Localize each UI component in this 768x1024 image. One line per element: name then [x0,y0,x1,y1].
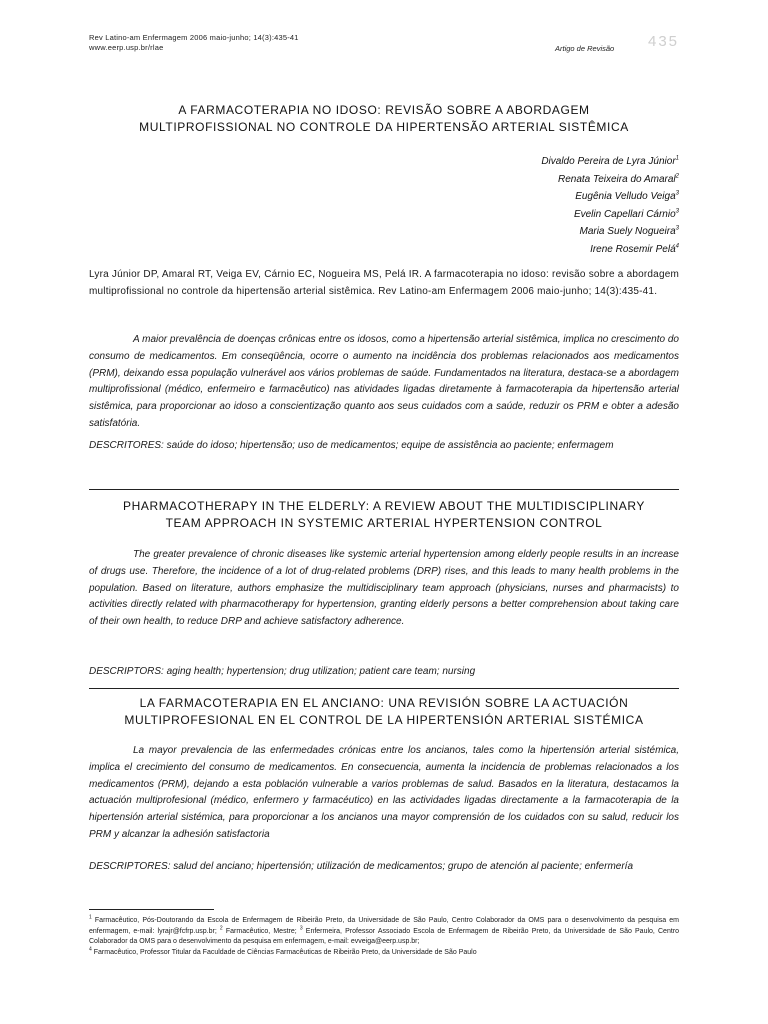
author: Eugênia Velludo Veiga$^3$ [575,190,679,202]
article-type-label: Artigo de Revisão [555,44,615,53]
descriptors-spanish: DESCRIPTORES: salud del anciano; hipertensión; utilización de medicamentos; grupo de atención al paciente; enfermería [89,861,634,872]
title-portuguese [89,102,679,136]
footnote-2: Farmacêutico, Mestre; [225,927,300,935]
footnotes: $^1$ Farmacêutico, Pós-Doutorando da Escola de Enfermagem de Ribeirão Preto, da Universidade de São Paulo, Centro Colaborador da OMS para o desenvolvimento da pesquisa em enfermagem, e-mail: lyrajr@fcfrp.usp.br; $^2$ Farmacêutico, Mestre; $^3$ Enfermeira, Professor Associado Escola de Enfermagem de Ribeirão Preto, da Universidade de São Paulo, Centro Colaborador da OMS para o desenvolvimento da pesquisa em enfermagem, e-mail: evveiga@eerp.usp.br; $^4$ Farmacêutico, Professor Titular da Faculdade de Ciências Farmacêuticas de Ribeirão Preto, da Universidade de São Paulo [89,914,680,956]
section-divider [89,489,679,490]
citation-reference: Lyra Júnior DP, Amaral RT, Veiga EV, Cárnio EC, Nogueira MS, Pelá IR. A farmacoterapia no idoso: revisão sobre a abordagem multiprofissional no controle da hipertensão arterial sistêmica. Rev Latino-am Enfermagem 2006 maio-junho; 14(3):435-41. [89,269,679,297]
footnote-1: Farmacêutico, Pós-Doutorando da Escola de Enfermagem de Ribeirão Preto, da Universidade de São Paulo, Centro Colaborador da OMS para o desenvolvimento da pesquisa em enfermagem, e-mail: lyrajr@fcfrp.usp.br; [89,917,680,935]
abstract-english [89,547,679,631]
footnote-4: Farmacêutico, Professor Titular da Faculdade de Ciências Farmacêuticas de Ribeirão Preto, da Universidade de São Paulo [93,948,477,956]
title-pt-line1: A FARMACOTERAPIA NO IDOSO: REVISÃO SOBRE A ABORDAGEM [178,103,590,117]
descriptors-english: DESCRIPTORS: aging health; hypertension; drug utilization; patient care team; nursing [89,666,476,677]
author: Evelin Capellari Cárnio$^3$ [573,208,679,220]
abstract-spanish [89,743,679,844]
title-spanish [89,695,679,729]
footnote-3: Enfermeira, Professor Associado Escola de Enfermagem de Ribeirão Preto, da Universidade de São Paulo, Centro Colaborador da OMS para o desenvolvimento da pesquisa em enfermagem, e-mail: evveiga@eerp.usp.br; [89,927,680,945]
author: Divaldo Pereira de Lyra Júnior$^1$ [541,155,679,167]
page-number: 435 [648,33,680,50]
section-divider [89,688,679,689]
journal-url[interactable]: www.eerp.usp.br/rlae [89,43,164,52]
abstract-pt-text: A maior prevalência de doenças crônicas entre os idosos, como a hipertensão arterial sistêmica, implica no crescimento do consumo de medicamentos. Em conseqüência, ocorre o aumento na incidência dos problemas relacionados aos medicamentos (PRM), deixando essa população vulnerável aos vários problemas de saúde. Fundamentados na literatura, destaca-se a abordagem multiprofissional (médico, enfermeiro e farmacêutico) nas atividades ligadas diretamente à farmacoterapia da hipertensão arterial sistêmica, para proporcionar ao idoso a conscientização quanto aos seus cuidados com a saúde, reduzir os PRM e obter a adesão satisfatória. [89,334,679,429]
abstract-es-text: La mayor prevalencia de las enfermedades crónicas entre los ancianos, tales como la hipertensión arterial sistémica, implica el crecimiento del consumo de medicamentos. En consecuencia, aumenta la incidencia de problemas relacionados a los medicamentos (PRM), dejando a esta población vulnerable a varios problemas de salud. Basados en la literatura, destacamos la actuación multiprofesional (médico, enfermero y farmacéutico) en las actividades ligadas directamente a la farmacoterapia de la hipertensión arterial sistémica, para proporcionar a los ancianos una mayor comprensión de los cuidados con su salud, reducir los PRM y alcanzar la adhesión satisfactoria [89,745,679,840]
author: Irene Rosemir Pelá$^4$ [590,243,679,255]
title-es-line2: MULTIPROFESIONAL EN EL CONTROL DE LA HIPERTENSIÓN ARTERIAL SISTÉMICA [124,713,644,727]
title-es-line1: LA FARMACOTERAPIA EN EL ANCIANO: UNA REVISIÓN SOBRE LA ACTUACIÓN [139,696,629,710]
author-list [541,153,679,258]
footnote-divider [89,909,214,910]
title-pt-line2: MULTIPROFISSIONAL NO CONTROLE DA HIPERTENSÃO ARTERIAL SISTÊMICA [139,120,629,134]
descriptors-portuguese: DESCRITORES: saúde do idoso; hipertensão; uso de medicamentos; equipe de assistência ao paciente; enfermagem [89,440,614,451]
abstract-en-text: The greater prevalence of chronic diseases like systemic arterial hypertension among elderly people results in an increase of drugs use. Therefore, the incidence of a lot of drug-related problems (DRP) rises, and this leads to many health problems in the population. Based on literature, authors emphasize the multidisciplinary team approach (physicians, nurses and pharmacists) to activities directly related with pharmacotherapy for hypertension, granting elderly persons a better comprehension about taking care of their own health, to reduce DRP and achieve satisfactory adherence. [89,549,679,628]
author: Maria Suely Nogueira$^3$ [579,225,679,237]
title-en-line2: TEAM APPROACH IN SYSTEMIC ARTERIAL HYPERTENSION CONTROL [165,516,603,530]
author: Renata Teixeira do Amaral$^2$ [558,173,679,185]
abstract-portuguese [89,332,679,433]
title-english [89,498,679,532]
journal-header [89,33,299,53]
title-en-line1: PHARMACOTHERAPY IN THE ELDERLY: A REVIEW ABOUT THE MULTIDISCIPLINARY [122,499,646,513]
journal-citation-line: Rev Latino-am Enfermagem 2006 maio-junho; 14(3):435-41 [89,33,299,42]
